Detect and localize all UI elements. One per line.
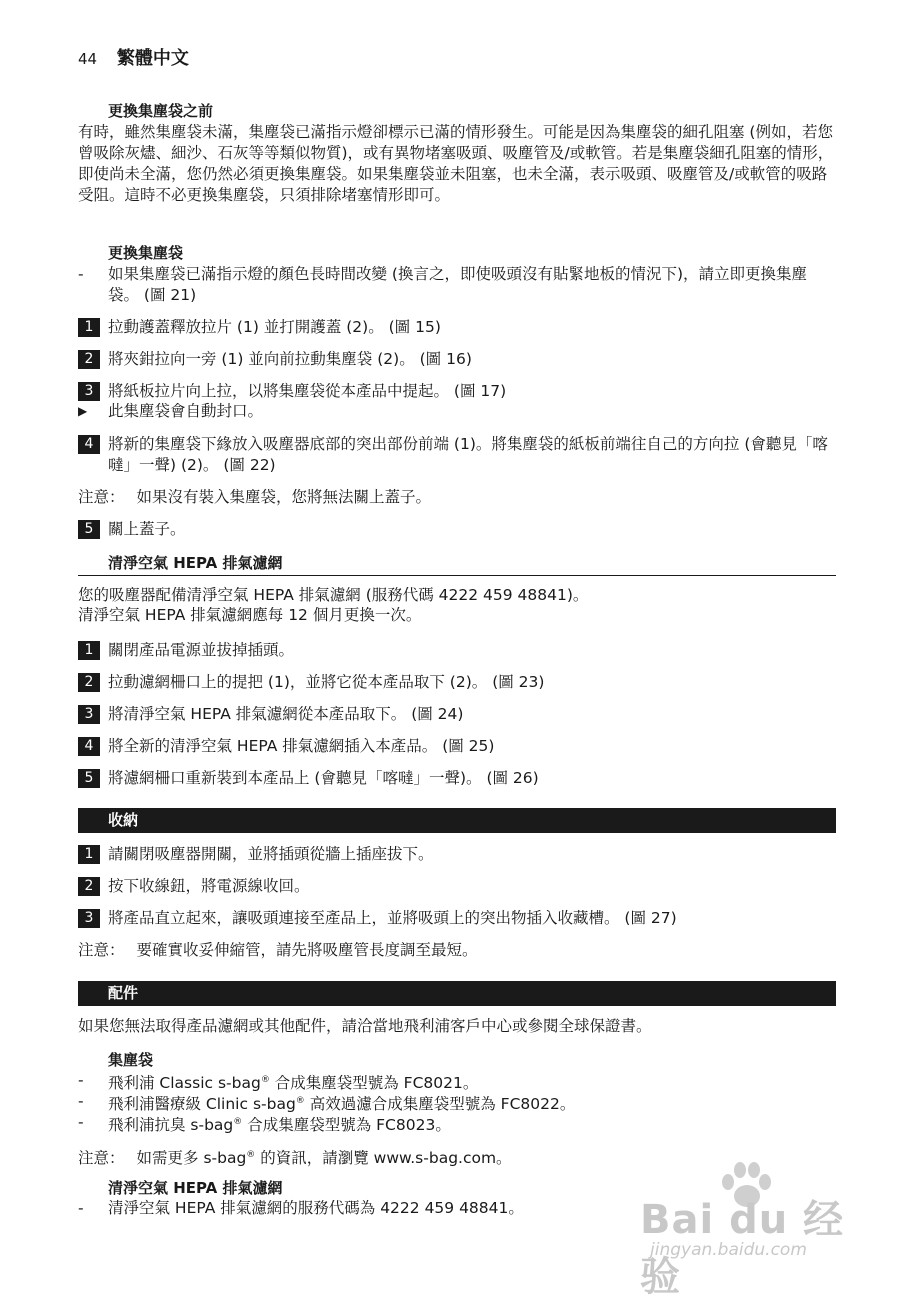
step-number: 4 xyxy=(78,737,100,756)
step-text: 將紙板拉片向上拉，以將集塵袋從本產品中提起。 (圖 17) xyxy=(108,382,507,400)
step-number: 1 xyxy=(78,318,100,337)
section-bar-storage xyxy=(78,808,836,833)
step-item xyxy=(78,434,838,476)
subsection-title-hepa: 清淨空氣 HEPA 排氣濾網 xyxy=(108,1179,283,1197)
section-bar-accessories xyxy=(78,981,836,1006)
replace-bag-bullet xyxy=(78,264,838,306)
subsection-title-bags: 集塵袋 xyxy=(108,1051,154,1069)
step-item xyxy=(78,736,838,757)
step-text: 關上蓋子。 xyxy=(108,520,186,538)
step-text: 將清淨空氣 HEPA 排氣濾網從本產品取下。 (圖 24) xyxy=(108,705,464,723)
bag-text: 飛利浦 Classic s-bag® 合成集塵袋型號為 FC8021。 xyxy=(108,1074,479,1093)
step-text: 將新的集塵袋下緣放入吸塵器底部的突出部份前端 (1)。將集塵袋的紙板前端往自己的方向拉 (會聽見「喀噠」一聲) (2)。 (圖 22) xyxy=(108,435,828,474)
note-no-bag xyxy=(78,487,858,508)
step-number: 2 xyxy=(78,350,100,369)
section-title-storage: 收納 xyxy=(108,811,139,829)
bag-item xyxy=(78,1112,838,1136)
note-label: 注意： xyxy=(78,1149,125,1168)
step-item xyxy=(78,317,838,338)
step-text: 將夾鉗拉向一旁 (1) 並向前拉動集塵袋 (2)。 (圖 16) xyxy=(108,350,472,368)
step-number: 2 xyxy=(78,673,100,692)
step-text: 拉動護蓋釋放拉片 (1) 並打開護蓋 (2)。 (圖 15) xyxy=(108,318,441,336)
step-text: 拉動濾網柵口上的提把 (1)，並將它從本產品取下 (2)。 (圖 23) xyxy=(108,673,545,691)
result-item xyxy=(78,401,263,422)
watermark-url: jingyan.baidu.com xyxy=(650,1240,807,1260)
step-text: 請關閉吸塵器開關，並將插頭從牆上插座拔下。 xyxy=(108,845,434,863)
hepa-line-1: 您的吸塵器配備清淨空氣 HEPA 排氣濾網 (服務代碼 4222 459 48841)。 xyxy=(78,586,589,604)
step-number: 5 xyxy=(78,769,100,788)
step-text: 按下收線鈕，將電源線收回。 xyxy=(108,877,310,895)
hepa-line-2: 清淨空氣 HEPA 排氣濾網應每 12 個月更換一次。 xyxy=(78,606,422,624)
step-item xyxy=(78,704,838,725)
hepa-code-text: 清淨空氣 HEPA 排氣濾網的服務代碼為 4222 459 48841。 xyxy=(108,1199,524,1217)
step-number: 1 xyxy=(78,641,100,660)
section-divider xyxy=(78,575,836,576)
watermark-brand: Bai du 经验 xyxy=(640,1197,845,1300)
step-item xyxy=(78,908,838,929)
bullet-text: 如果集塵袋已滿指示燈的顏色長時間改變 (換言之，即使吸頭沒有貼緊地板的情況下)，請立即更換集塵袋。 (圖 21) xyxy=(108,265,808,304)
note-text: 要確實收妥伸縮管，請先將吸塵管長度調至最短。 xyxy=(136,941,478,959)
step-number: 3 xyxy=(78,382,100,401)
step-text: 關閉產品電源並拔掉插頭。 xyxy=(108,641,295,659)
note-storage xyxy=(78,940,858,961)
section-title-replace-bag: 更換集塵袋 xyxy=(108,244,184,262)
section-title-accessories: 配件 xyxy=(108,984,139,1002)
step-number: 3 xyxy=(78,705,100,724)
page-header xyxy=(78,44,189,70)
step-item xyxy=(78,768,838,789)
step-number: 2 xyxy=(78,877,100,896)
step-item xyxy=(78,519,838,540)
baidu-watermark xyxy=(640,1160,860,1300)
step-item xyxy=(78,640,838,661)
dash-marker: - xyxy=(78,265,84,283)
note-label: 注意： xyxy=(78,488,125,506)
note-text: 如果沒有裝入集塵袋，您將無法關上蓋子。 xyxy=(136,488,432,506)
triangle-right-icon: ▶ xyxy=(78,404,88,418)
accessories-intro: 如果您無法取得產品濾網或其他配件，請洽當地飛利浦客戶中心或參閱全球保證書。 xyxy=(78,1017,652,1035)
note-label: 注意： xyxy=(78,941,125,959)
bag-text: 飛利浦抗臭 s-bag® 合成集塵袋型號為 FC8023。 xyxy=(108,1116,451,1135)
step-number: 1 xyxy=(78,845,100,864)
section-title-hepa: 清淨空氣 HEPA 排氣濾網 xyxy=(108,554,283,572)
step-text: 將全新的清淨空氣 HEPA 排氣濾網插入本產品。 (圖 25) xyxy=(108,737,495,755)
step-item xyxy=(78,672,838,693)
step-item xyxy=(78,844,838,865)
step-text: 將濾網柵口重新裝到本產品上 (會聽見「喀噠」一聲)。 (圖 26) xyxy=(108,769,539,787)
step-number: 4 xyxy=(78,435,100,454)
page-number: 44 xyxy=(78,50,98,68)
step-item xyxy=(78,381,838,402)
dash-marker: - xyxy=(78,1092,84,1110)
dash-marker: - xyxy=(78,1113,84,1131)
page-language: 繁體中文 xyxy=(116,48,189,69)
step-item xyxy=(78,349,838,370)
before-replacing-paragraph: 有時，雖然集塵袋未滿，集塵袋已滿指示燈卻標示已滿的情形發生。可能是因為集塵袋的細孔阻塞 (例如，若您曾吸除灰燼、細沙、石灰等等類似物質)，或有異物堵塞吸頭、吸塵管及/或軟管。若是集塵袋細孔阻塞的情形，即使尚未全滿，您仍然必須更換集塵袋。如果集塵袋並未阻塞，也未全滿，表示吸頭、吸塵管及/或軟管的吸路受阻。這時不必更換集塵袋，只須排除堵塞情形即可。 xyxy=(78,123,834,204)
dash-marker: - xyxy=(78,1071,84,1089)
section-title-before-replacing: 更換集塵袋之前 xyxy=(108,102,214,120)
note-text: 如需更多 s-bag® 的資訊，請瀏覽 www.s-bag.com。 xyxy=(136,1149,512,1168)
bag-text: 飛利浦醫療級 Clinic s-bag® 高效過濾合成集塵袋型號為 FC8022。 xyxy=(108,1095,576,1114)
dash-marker: - xyxy=(78,1199,84,1217)
result-text: 此集塵袋會自動封口。 xyxy=(108,402,264,420)
step-number: 5 xyxy=(78,520,100,539)
step-number: 3 xyxy=(78,909,100,928)
step-text: 將產品直立起來，讓吸頭連接至產品上，並將吸頭上的突出物插入收藏槽。 (圖 27) xyxy=(108,909,677,927)
step-item xyxy=(78,876,838,897)
